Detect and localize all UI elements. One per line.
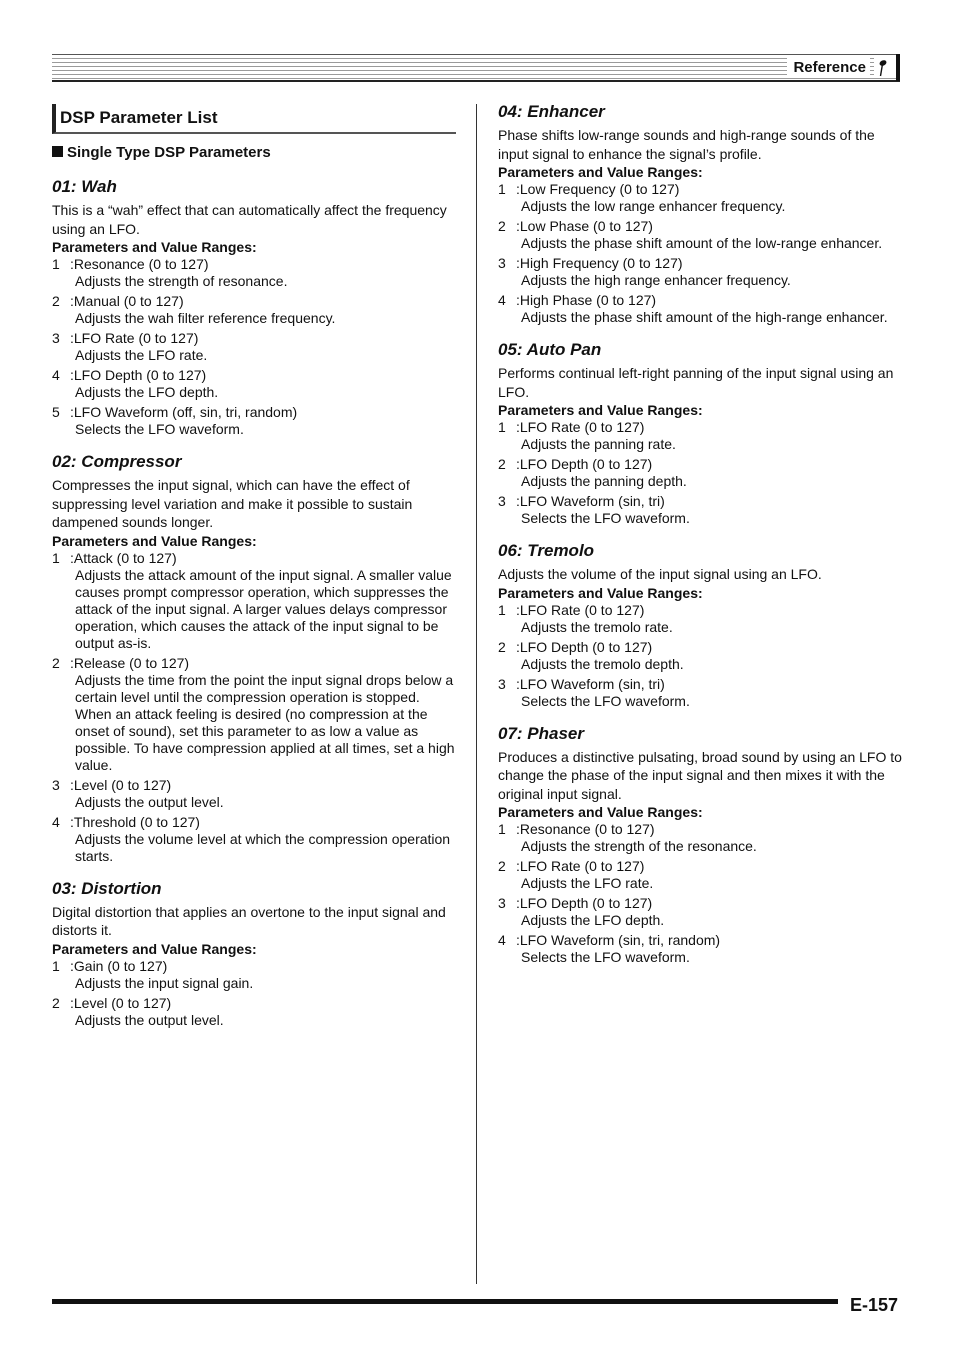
param-line (498, 255, 906, 272)
param-number: 2 (52, 994, 60, 1011)
param-item (498, 821, 906, 855)
param-detail: Selects the LFO waveform. (521, 692, 690, 709)
param-detail: Adjusts the wah filter reference frequency. (75, 310, 336, 326)
param-item (498, 602, 906, 636)
params-heading: Parameters and Value Ranges: (52, 239, 257, 255)
param-detail: Selects the LFO waveform. (521, 510, 690, 526)
param-item (52, 777, 456, 811)
param-detail: Adjusts the input signal gain. (75, 974, 254, 991)
param-line (52, 550, 456, 567)
param-line (498, 218, 906, 235)
params-heading: Parameters and Value Ranges: (498, 804, 703, 820)
param-number: 1 (498, 821, 506, 837)
param-item (52, 330, 456, 364)
param-number: 2 (52, 293, 60, 309)
param-detail: Selects the LFO waveform. (521, 949, 690, 965)
param-name: :High Phase (0 to 127) (516, 292, 657, 308)
param-name: :Attack (0 to 127) (70, 549, 177, 566)
param-number: 3 (498, 493, 506, 509)
param-name: :LFO Waveform (sin, tri) (516, 675, 665, 692)
param-number: 1 (498, 419, 506, 435)
music-note-icon (874, 56, 898, 78)
right-effects-list (498, 102, 906, 966)
param-item (498, 218, 906, 252)
param-line (498, 676, 906, 693)
param-name: :Level (0 to 127) (70, 994, 172, 1011)
param-line (498, 419, 906, 436)
param-line (52, 655, 456, 672)
param-number: 1 (52, 549, 60, 566)
param-detail: Adjusts the volume level at which the compression operation starts. (75, 830, 451, 864)
effect-title: 02: Compressor (52, 452, 182, 471)
param-name: :LFO Depth (0 to 127) (516, 638, 653, 655)
param-line (52, 404, 456, 421)
param-line (498, 932, 906, 949)
param-item (52, 256, 456, 290)
param-name: :Low Frequency (0 to 127) (516, 181, 680, 197)
param-line (498, 821, 906, 838)
param-item (52, 367, 456, 401)
param-number: 2 (498, 456, 506, 472)
left-effects-list (52, 177, 456, 1029)
param-item (498, 419, 906, 453)
param-line (52, 995, 456, 1012)
param-detail: Adjusts the panning depth. (521, 473, 687, 489)
param-number: 3 (52, 330, 60, 346)
param-line (52, 814, 456, 831)
param-line (498, 858, 906, 875)
param-detail: Adjusts the strength of resonance. (75, 273, 288, 289)
param-line (498, 895, 906, 912)
param-number: 1 (498, 601, 506, 618)
param-item (498, 456, 906, 490)
param-number: 4 (52, 813, 60, 830)
param-number: 1 (52, 957, 60, 974)
param-item (498, 895, 906, 929)
param-name: :LFO Depth (0 to 127) (70, 367, 207, 383)
effect-title: 04: Enhancer (498, 102, 605, 121)
param-detail: Adjusts the output level. (75, 1011, 224, 1028)
param-item (52, 958, 456, 992)
param-detail: Adjusts the tremolo rate. (521, 618, 673, 635)
subsection-title-text: Single Type DSP Parameters (67, 144, 271, 161)
params-heading: Parameters and Value Ranges: (498, 402, 703, 418)
param-number: 3 (498, 895, 506, 911)
header-section-label: Reference (787, 58, 870, 78)
params-heading: Parameters and Value Ranges: (498, 584, 703, 601)
param-name: :High Frequency (0 to 127) (516, 255, 683, 271)
param-item (498, 858, 906, 892)
page-header (52, 54, 900, 82)
param-line (52, 330, 456, 347)
param-number: 4 (52, 367, 60, 383)
param-item (52, 293, 456, 327)
right-column (498, 102, 906, 969)
params-heading: Parameters and Value Ranges: (52, 532, 257, 549)
effect-title: 05: Auto Pan (498, 340, 602, 359)
param-line (498, 456, 906, 473)
param-number: 1 (498, 181, 506, 197)
param-detail: Adjusts the LFO depth. (75, 384, 219, 400)
effect-title: 03: Distortion (52, 878, 162, 898)
param-name: :Gain (0 to 127) (70, 957, 168, 974)
effect-title: 01: Wah (52, 177, 117, 196)
param-line (52, 777, 456, 794)
subsection-title (52, 143, 456, 163)
effect-title: 06: Tremolo (498, 541, 595, 560)
param-line (498, 493, 906, 510)
effect-block (52, 879, 456, 1029)
params-heading: Parameters and Value Ranges: (498, 164, 703, 180)
effect-description: Compresses the input signal, which can have the effect of suppressing level variation and make it possible to sustain dampened sounds longer. (52, 477, 413, 530)
param-number: 2 (52, 654, 60, 671)
param-detail: Adjusts the LFO rate. (75, 347, 208, 363)
param-detail: Adjusts the time from the point the input signal drops below a certain level until the compression operation is stopped. When an attack feeling is desired (no compression at the onset of sound), set this parameter to as low a value as possible. To have compression applied at all times, set a high value. (75, 671, 455, 773)
param-item (498, 493, 906, 527)
param-name: :LFO Rate (0 to 127) (516, 601, 645, 618)
param-item (52, 655, 456, 774)
effect-title: 07: Phaser (498, 723, 584, 743)
param-name: :LFO Waveform (sin, tri, random) (516, 932, 721, 948)
param-line (498, 292, 906, 309)
param-line (498, 639, 906, 656)
param-number: 1 (52, 256, 60, 272)
param-number: 4 (498, 292, 506, 308)
param-name: :Release (0 to 127) (70, 654, 190, 671)
param-detail: Adjusts the output level. (75, 793, 224, 810)
param-name: :Manual (0 to 127) (70, 293, 184, 309)
param-number: 3 (498, 675, 506, 692)
param-name: :LFO Rate (0 to 127) (70, 330, 199, 346)
param-detail: Adjusts the low range enhancer frequency. (521, 198, 786, 214)
effect-block (498, 724, 906, 967)
param-detail: Adjusts the tremolo depth. (521, 655, 684, 672)
param-number: 4 (498, 932, 506, 948)
param-item (52, 995, 456, 1029)
effect-block (52, 452, 456, 865)
params-heading: Parameters and Value Ranges: (52, 940, 257, 957)
param-line (52, 958, 456, 975)
param-number: 2 (498, 858, 506, 874)
param-item (498, 676, 906, 710)
param-item (498, 932, 906, 966)
param-number: 5 (52, 404, 60, 420)
param-detail: Adjusts the phase shift amount of the high-range enhancer. (521, 309, 888, 325)
param-detail: Adjusts the strength of the resonance. (521, 838, 757, 854)
param-item (498, 255, 906, 289)
effect-description: Phase shifts low-range sounds and high-range sounds of the input signal to enhance the signal’s profile. (498, 127, 875, 162)
param-line (52, 293, 456, 310)
param-name: :Low Phase (0 to 127) (516, 218, 653, 234)
effect-description: Digital distortion that applies an overtone to the input signal and distorts it. (52, 903, 446, 938)
footer-rule (52, 1299, 838, 1304)
effect-description: Adjusts the volume of the input signal using an LFO. (498, 566, 822, 582)
page-number: E-157 (850, 1295, 899, 1315)
effect-block (498, 541, 906, 710)
param-detail: Adjusts the panning rate. (521, 436, 676, 452)
param-detail: Selects the LFO waveform. (75, 421, 244, 437)
param-name: :LFO Waveform (sin, tri) (516, 493, 665, 509)
column-divider (476, 104, 477, 1284)
param-number: 2 (498, 638, 506, 655)
param-name: :Level (0 to 127) (70, 776, 172, 793)
param-detail: Adjusts the high range enhancer frequency. (521, 272, 791, 288)
param-item (498, 292, 906, 326)
param-name: :Resonance (0 to 127) (516, 821, 655, 837)
param-name: :Resonance (0 to 127) (70, 256, 209, 272)
param-detail: Adjusts the attack amount of the input signal. A smaller value causes prompt compressor operation, which suppresses the attack of the input signal. A larger values delays compressor operation, which causes the attack of the input signal to be output as-is. (75, 566, 452, 651)
param-number: 2 (498, 218, 506, 234)
param-item (498, 181, 906, 215)
param-number: 3 (498, 255, 506, 271)
param-name: :LFO Rate (0 to 127) (516, 858, 645, 874)
effect-block (498, 340, 906, 527)
param-name: :LFO Depth (0 to 127) (516, 895, 653, 911)
param-item (52, 550, 456, 652)
effect-block (498, 102, 906, 326)
header-edge-bar (896, 54, 900, 81)
param-name: :Threshold (0 to 127) (70, 813, 200, 830)
param-line (498, 181, 906, 198)
effect-block (52, 177, 456, 438)
param-item (498, 639, 906, 673)
param-line (52, 256, 456, 273)
effect-description: This is a “wah” effect that can automatically affect the frequency using an LFO. (52, 202, 447, 237)
effect-description: Produces a distinctive pulsating, broad sound by using an LFO to change the phase of the input signal and then mixes it with the original input signal. (498, 748, 902, 802)
param-item (52, 814, 456, 865)
left-column (52, 102, 456, 1032)
param-name: :LFO Rate (0 to 127) (516, 419, 645, 435)
param-line (52, 367, 456, 384)
param-detail: Adjusts the phase shift amount of the low-range enhancer. (521, 235, 883, 251)
param-item (52, 404, 456, 438)
param-name: :LFO Depth (0 to 127) (516, 456, 653, 472)
section-title: DSP Parameter List (52, 104, 456, 134)
param-line (498, 602, 906, 619)
param-detail: Adjusts the LFO depth. (521, 912, 665, 928)
square-bullet-icon (52, 146, 63, 157)
param-number: 3 (52, 776, 60, 793)
effect-description: Performs continual left-right panning of the input signal using an LFO. (498, 365, 894, 400)
param-name: :LFO Waveform (off, sin, tri, random) (70, 404, 298, 420)
param-detail: Adjusts the LFO rate. (521, 875, 654, 891)
